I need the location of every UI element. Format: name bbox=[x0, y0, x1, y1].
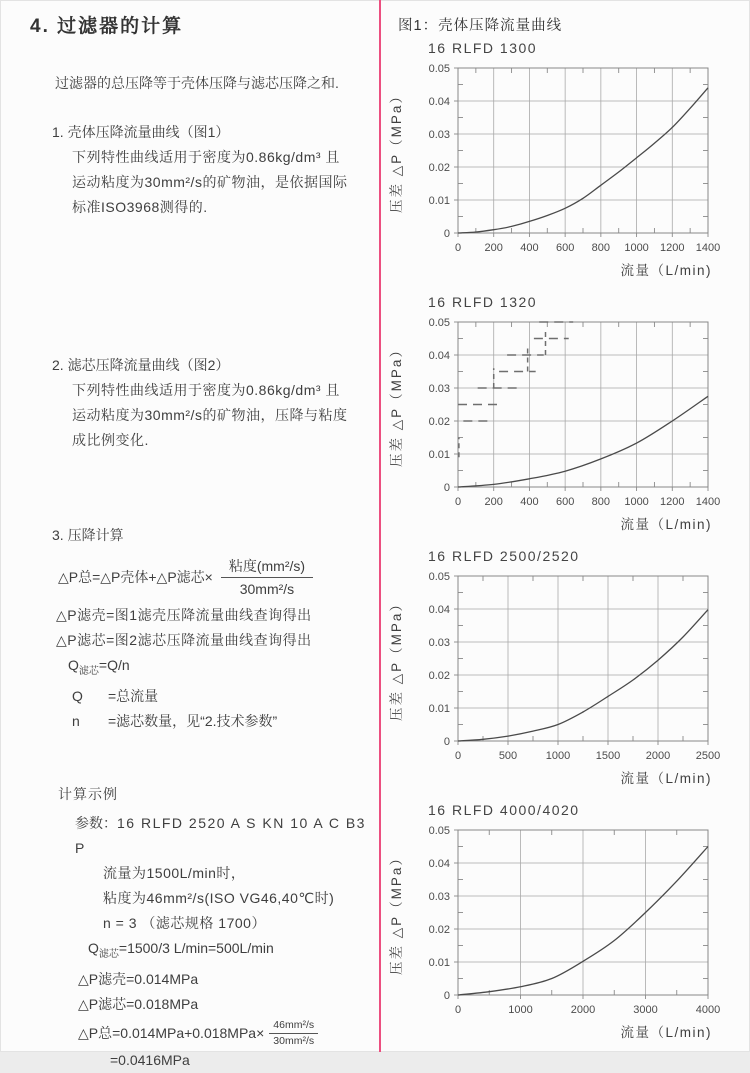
q-symbol: Q bbox=[68, 657, 79, 673]
svg-text:200: 200 bbox=[484, 496, 503, 508]
svg-text:2500: 2500 bbox=[695, 750, 721, 762]
section-2-body bbox=[72, 378, 378, 453]
svg-text:流量（L/min): 流量（L/min) bbox=[620, 263, 712, 278]
svg-text:1200: 1200 bbox=[660, 496, 685, 508]
fraction-denominator: 30mm²/s bbox=[273, 1034, 315, 1047]
example-total-formula bbox=[78, 1019, 378, 1048]
text-line: 下列特性曲线适用于密度为0.86kg/dm³ 且 bbox=[72, 149, 340, 165]
section-3-heading: 3. 压降计算 bbox=[52, 527, 124, 543]
q-symbol: Q bbox=[88, 939, 99, 956]
svg-text:压差 △P（MPa）: 压差 △P（MPa） bbox=[389, 596, 404, 721]
svg-text:800: 800 bbox=[591, 242, 611, 254]
definition-symbol: n bbox=[72, 712, 80, 729]
chart-block-16-rlfd-1320 bbox=[384, 292, 750, 544]
q-expression: =1500/3 L/min=500L/min bbox=[118, 939, 274, 956]
svg-text:压差 △P（MPa）: 压差 △P（MPa） bbox=[389, 342, 404, 467]
svg-text:0: 0 bbox=[454, 1004, 462, 1016]
text-line: 粘度为46mm²/s(ISO VG46,40℃时) bbox=[103, 889, 335, 906]
svg-text:流量（L/min): 流量（L/min) bbox=[620, 517, 712, 532]
example-heading: 计算示例 bbox=[58, 785, 118, 802]
svg-text:0: 0 bbox=[443, 736, 450, 748]
svg-text:0.02: 0.02 bbox=[428, 416, 450, 428]
svg-text:压差 △P（MPa）: 压差 △P（MPa） bbox=[389, 850, 404, 975]
svg-text:0.03: 0.03 bbox=[428, 891, 450, 903]
intro-paragraph: 过滤器的总压降等于壳体压降与滤芯压降之和. bbox=[55, 75, 339, 91]
svg-text:1000: 1000 bbox=[624, 242, 649, 254]
svg-text:0.05: 0.05 bbox=[428, 63, 450, 75]
definition-symbol: Q bbox=[72, 687, 83, 704]
svg-text:0.04: 0.04 bbox=[428, 350, 450, 362]
svg-text:500: 500 bbox=[498, 750, 518, 762]
definition-n bbox=[72, 709, 378, 734]
section-1-body bbox=[72, 145, 378, 220]
svg-text:0.01: 0.01 bbox=[428, 957, 450, 969]
example-conditions bbox=[103, 861, 378, 936]
param-label: 参数： bbox=[75, 814, 117, 831]
svg-text:1200: 1200 bbox=[660, 242, 685, 254]
column-divider-line bbox=[379, 0, 381, 1052]
text-line: 流量为1500L/min时， bbox=[103, 864, 246, 881]
example-q-equation bbox=[88, 936, 378, 967]
text-line: 运动粘度为30mm²/s的矿物油，压降与粘度 bbox=[72, 407, 348, 423]
svg-text:0: 0 bbox=[443, 228, 450, 240]
chart-block-16-rlfd-2500-2520 bbox=[384, 546, 750, 798]
svg-text:0.03: 0.03 bbox=[428, 383, 450, 395]
q-element-equation bbox=[68, 653, 378, 684]
svg-text:0: 0 bbox=[454, 496, 462, 508]
fraction-denominator: 30mm²/s bbox=[239, 581, 295, 597]
svg-text:1400: 1400 bbox=[695, 242, 721, 254]
svg-text:600: 600 bbox=[555, 496, 575, 508]
formula-lhs: △P总=△P壳体+△P滤芯× bbox=[58, 569, 213, 585]
svg-text:800: 800 bbox=[591, 496, 611, 508]
page-title: 4. 过滤器的计算 bbox=[30, 16, 184, 37]
definition-q bbox=[72, 684, 378, 709]
total-pressure-formula bbox=[58, 556, 378, 599]
q-subscript: 滤芯 bbox=[78, 665, 99, 677]
fraction-numerator: 粘度(mm²/s) bbox=[221, 556, 313, 578]
example-dp-housing: △P滤壳=0.014MPa bbox=[78, 970, 199, 987]
text-line: 成比例变化. bbox=[72, 432, 149, 448]
calculation-example bbox=[30, 782, 378, 1073]
svg-text:3000: 3000 bbox=[633, 1004, 658, 1016]
fraction-numerator: 46mm²/s bbox=[269, 1019, 318, 1034]
text-line: 标准ISO3968测得的. bbox=[72, 199, 208, 215]
svg-text:0.05: 0.05 bbox=[428, 317, 450, 329]
chart-title: 16 RLFD 1320 bbox=[428, 294, 538, 310]
chart-title: 16 RLFD 2500/2520 bbox=[428, 548, 580, 564]
chart-block-16-rlfd-1300 bbox=[384, 38, 750, 290]
svg-text:200: 200 bbox=[484, 242, 503, 254]
svg-text:400: 400 bbox=[520, 496, 539, 508]
section-2-heading: 2. 滤芯压降流量曲线（图2） bbox=[52, 357, 230, 373]
chart-title: 16 RLFD 1300 bbox=[428, 40, 538, 56]
figure-caption: 图1：壳体压降流量曲线 bbox=[398, 18, 563, 34]
example-result: =0.0416MPa bbox=[110, 1051, 190, 1068]
svg-text:0.05: 0.05 bbox=[428, 571, 450, 583]
definition-text: =滤芯数量，见“2.技术参数” bbox=[108, 712, 278, 729]
viscosity-fraction bbox=[221, 556, 313, 599]
text-line: 运动粘度为30mm²/s的矿物油，是依据国际 bbox=[72, 174, 348, 190]
svg-text:600: 600 bbox=[555, 242, 575, 254]
text-column bbox=[30, 12, 378, 1073]
section-housing-curve bbox=[30, 120, 378, 220]
svg-text:0.02: 0.02 bbox=[428, 670, 450, 682]
svg-text:压差 △P（MPa）: 压差 △P（MPa） bbox=[389, 88, 404, 213]
section-1-heading: 1. 壳体压降流量曲线（图1） bbox=[52, 124, 230, 140]
svg-text:0: 0 bbox=[454, 750, 462, 762]
text-line: n = 3 （滤芯规格 1700） bbox=[103, 914, 266, 931]
example-parameters bbox=[75, 811, 378, 861]
chart-canvas bbox=[384, 58, 750, 290]
svg-text:流量（L/min): 流量（L/min) bbox=[620, 771, 712, 786]
svg-text:0.04: 0.04 bbox=[428, 96, 450, 108]
svg-text:0.04: 0.04 bbox=[428, 604, 450, 616]
svg-text:1000: 1000 bbox=[624, 496, 649, 508]
element-lookup-line: △P滤芯=图2滤芯压降流量曲线查询得出 bbox=[56, 632, 312, 648]
svg-text:0: 0 bbox=[454, 242, 462, 254]
svg-text:1500: 1500 bbox=[595, 750, 621, 762]
svg-text:0: 0 bbox=[443, 482, 450, 494]
svg-text:0.01: 0.01 bbox=[428, 449, 450, 461]
svg-text:4000: 4000 bbox=[695, 1004, 721, 1016]
svg-text:1000: 1000 bbox=[545, 750, 571, 762]
figure-column bbox=[384, 10, 750, 1052]
formula-lhs: △P总=0.014MPa+0.018MPa× bbox=[78, 1024, 265, 1041]
svg-text:1000: 1000 bbox=[508, 1004, 533, 1016]
definition-text: =总流量 bbox=[108, 687, 159, 704]
chart-block-16-rlfd-4000-4020 bbox=[384, 800, 750, 1052]
svg-text:0.01: 0.01 bbox=[428, 195, 450, 207]
q-expression: =Q/n bbox=[98, 657, 130, 673]
chart-canvas bbox=[384, 820, 750, 1052]
svg-text:0.01: 0.01 bbox=[428, 703, 450, 715]
viscosity-fraction bbox=[269, 1019, 318, 1048]
chart-canvas bbox=[384, 566, 750, 798]
svg-text:400: 400 bbox=[520, 242, 539, 254]
section-pressure-calc bbox=[30, 523, 378, 734]
text-line: 下列特性曲线适用于密度为0.86kg/dm³ 且 bbox=[72, 382, 340, 398]
svg-text:1400: 1400 bbox=[695, 496, 721, 508]
housing-lookup-line: △P滤壳=图1滤壳压降流量曲线查询得出 bbox=[56, 607, 312, 623]
svg-text:流量（L/min): 流量（L/min) bbox=[620, 1025, 712, 1040]
svg-text:0.03: 0.03 bbox=[428, 637, 450, 649]
section-element-curve bbox=[30, 353, 378, 453]
svg-text:0.03: 0.03 bbox=[428, 129, 450, 141]
chart-title: 16 RLFD 4000/4020 bbox=[428, 802, 580, 818]
svg-text:0: 0 bbox=[443, 990, 450, 1002]
svg-text:2000: 2000 bbox=[645, 750, 671, 762]
svg-text:0.05: 0.05 bbox=[428, 825, 450, 837]
param-model-code: 16 RLFD 2520 A S KN 10 A C B3 P bbox=[75, 814, 366, 856]
chart-canvas bbox=[384, 312, 750, 544]
svg-text:0.04: 0.04 bbox=[428, 858, 450, 870]
svg-text:0.02: 0.02 bbox=[428, 924, 450, 936]
example-dp-element: △P滤芯=0.018MPa bbox=[78, 995, 199, 1012]
svg-text:2000: 2000 bbox=[570, 1004, 596, 1016]
svg-text:0.02: 0.02 bbox=[428, 162, 450, 174]
q-subscript: 滤芯 bbox=[98, 948, 119, 960]
